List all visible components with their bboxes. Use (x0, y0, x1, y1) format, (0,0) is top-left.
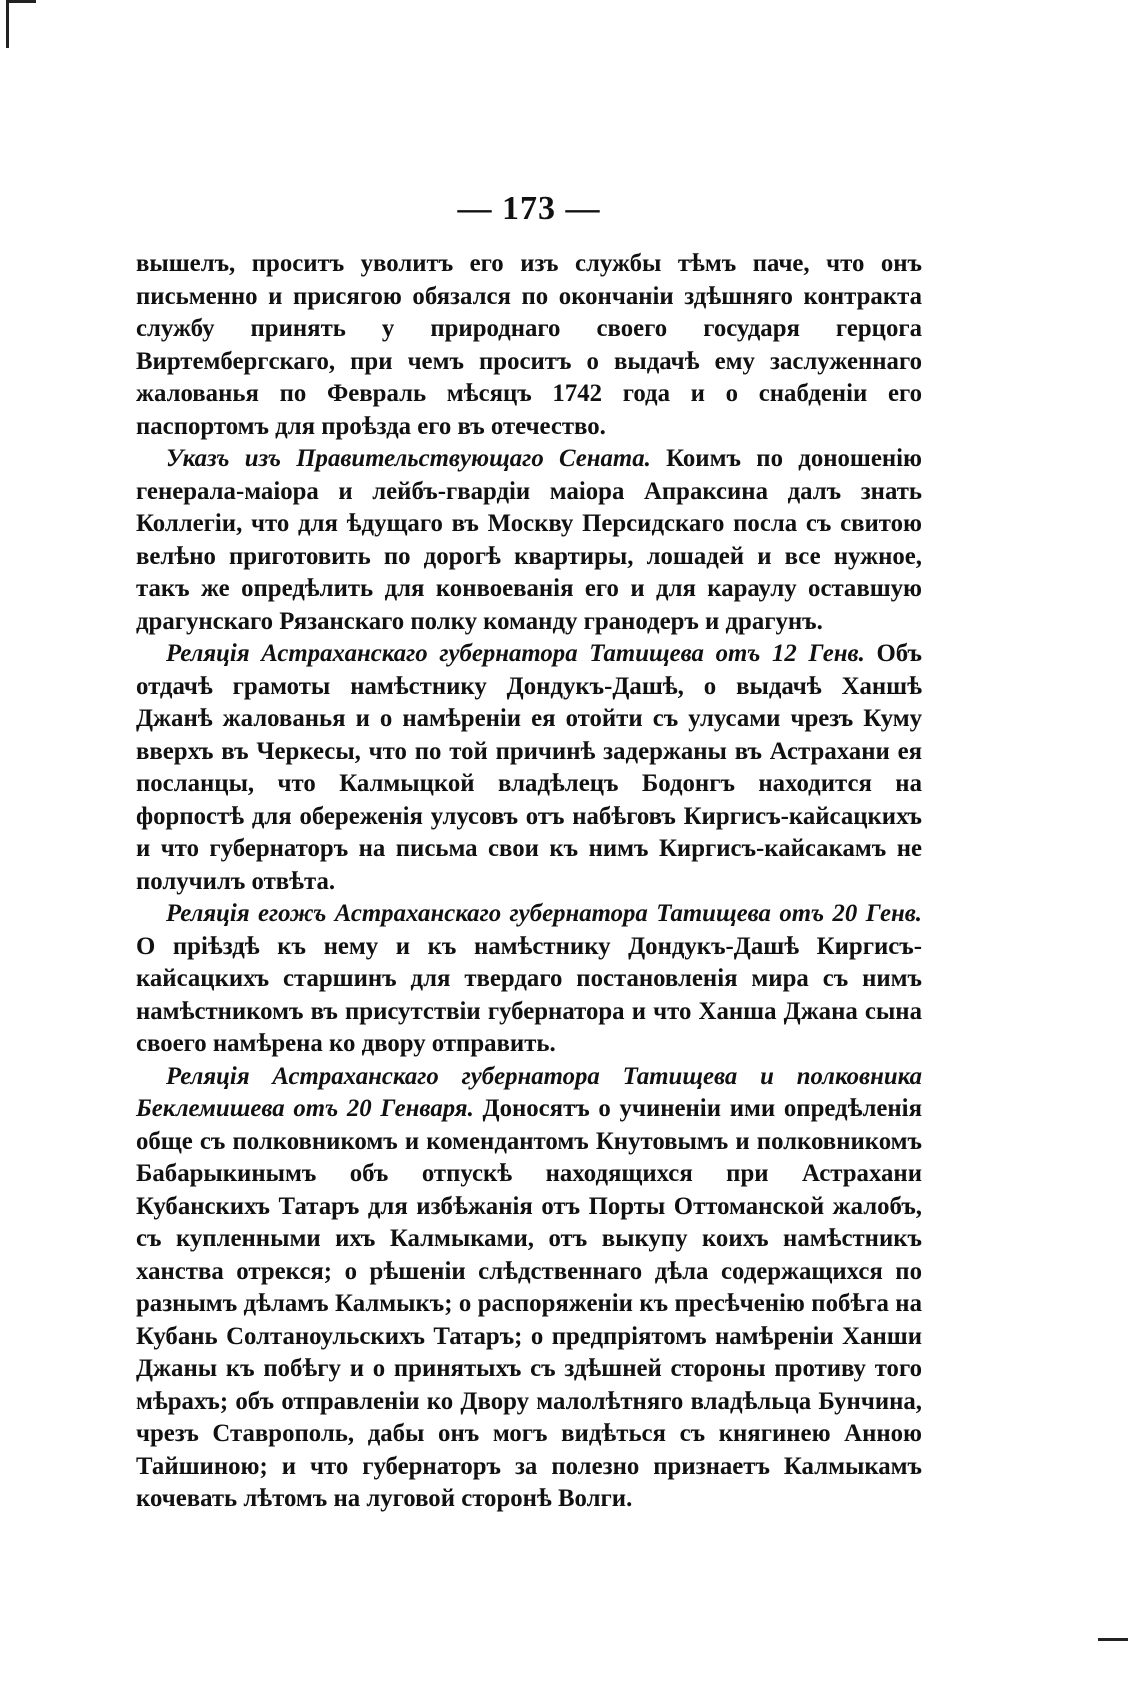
scan-edge-dash (1098, 1638, 1128, 1641)
page-body (136, 190, 922, 1516)
entry-paragraph-2 (136, 443, 922, 638)
scan-corner-mark (6, 0, 9, 48)
entry-paragraph-1 (136, 248, 922, 443)
entry-paragraph-4 (136, 898, 922, 1061)
entry-heading-3: Реляція Астраханскаго губернатора Татищева отъ 12 Генв. (166, 640, 865, 667)
entry-heading-4: Реляція егожъ Астраханскаго губернатора Татищева отъ 20 Генв. (166, 900, 922, 927)
entry-heading-2: Указъ изъ Правительствующаго Сената. (166, 445, 651, 472)
page-number: — 173 — (457, 190, 601, 227)
entry-text-1: вышелъ, проситъ уволитъ его изъ службы тѣмъ паче, что онъ письменно и присягою обязался по окончаніи здѣшняго контракта службу принять у природнаго своего государя герцога Виртембергскаго, при чемъ проситъ о выдачѣ ему заслуженнаго жалованья по Февраль мѣсяцъ 1742 года и о снабденіи его паспортомъ для проѣзда его въ отечество. (136, 250, 922, 440)
entry-text-3: Объ отдачѣ грамоты намѣстнику Дондукъ-Дашѣ, о выдачѣ Ханшѣ Джанѣ жалованья и о намѣреніи ея отойти съ улусами чрезъ Куму вверхъ въ Черкесы, что по той причинѣ задержаны въ Астрахани ея посланцы, что Калмыцкой владѣлецъ Бодонгъ находится на форпостѣ для обереженія улусовъ отъ набѣговъ Киргисъ-кайсацкихъ и что губернаторъ на письма свои къ нимъ Киргисъ-кайсакамъ не получилъ отвѣта. (136, 640, 922, 895)
entry-text-5: Доносятъ о учиненіи ими опредѣленія обще съ полковникомъ и комендантомъ Кнутовымъ и полковникомъ Бабарыкинымъ объ отпускѣ находящихся при Астрахани Кубанскихъ Татаръ для избѣжанія отъ Порты Оттоманской жалобъ, съ купленными ихъ Калмыками, отъ выкупу коихъ намѣстникъ ханства отрекся; о рѣшеніи слѣдственнаго дѣла содержащихся по разнымъ дѣламъ Калмыкъ; о распоряженіи къ пресѣченію побѣга на Кубань Солтаноульскихъ Татаръ; о предпріятомъ намѣреніи Ханши Джаны къ побѣгу и о принятыхъ съ здѣшней стороны противу того мѣрахъ; объ отправленіи ко Двору малолѣтняго владѣльца Бунчина, чрезъ Ставрополь, дабы онъ могъ видѣться съ княгинею Анною Тайшиною; и что губернаторъ за полезно признаетъ Калмыкамъ кочевать лѣтомъ на луговой сторонѣ Волги. (136, 1095, 922, 1512)
entry-heading-5: Реляція Астраханскаго губернатора Татищева и полковника Беклемишева отъ 20 Генваря. (136, 1062, 922, 1122)
entry-text-2: Коимъ по доношенію генерала-маіора и лейбъ-гвардіи маіора Апраксина далъ знать Коллегіи, что для ѣдущаго въ Москву Персидскаго посла съ свитою велѣно приготовить по дорогѣ квартиры, лошадей и все нужное, такъ же опредѣлить для конвоеванія его и для караулу оставшую драгунскаго Рязанскаго полку команду гранодеръ и драгунъ. (136, 445, 922, 635)
entry-paragraph-3 (136, 638, 922, 898)
entry-text-4: О пріѣздѣ къ нему и къ намѣстнику Дондукъ-Дашѣ Киргисъ-кайсацкихъ старшинъ для твердаго постановленія мира съ нимъ намѣстникомъ въ присутствіи губернатора и что Ханша Джана сына своего намѣрена ко двору отправить. (136, 932, 922, 1057)
entry-paragraph-5 (136, 1061, 922, 1516)
